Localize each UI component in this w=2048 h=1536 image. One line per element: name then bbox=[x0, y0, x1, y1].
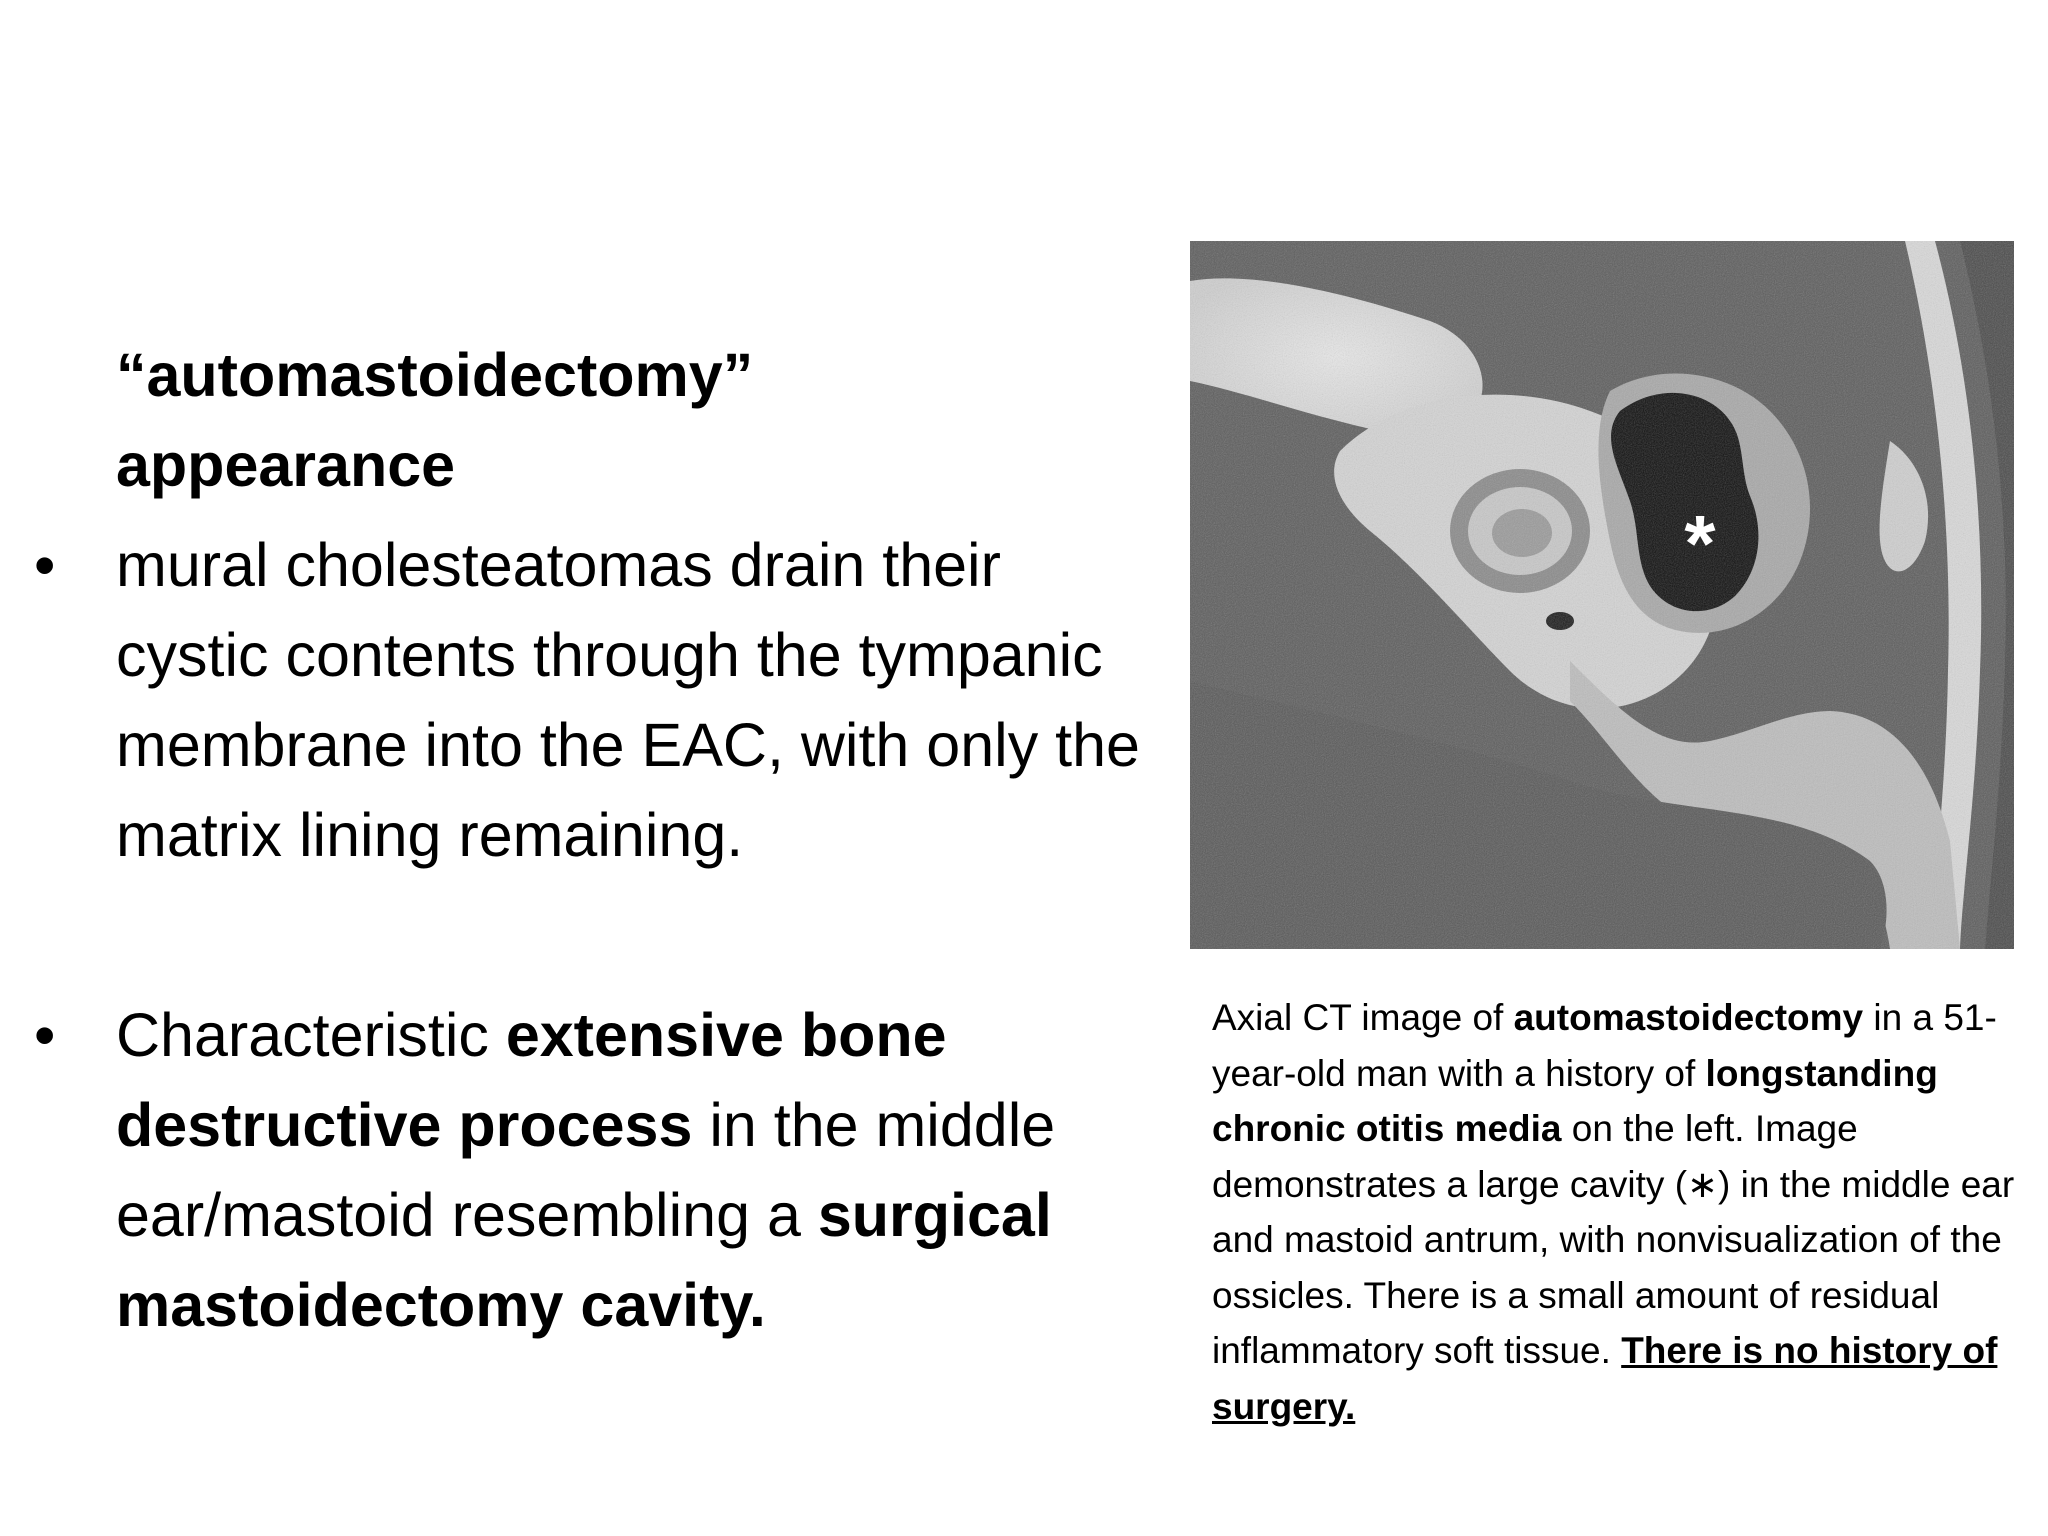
caption-part-1: Axial CT image of bbox=[1212, 997, 1514, 1038]
caption-part-3: in a 51-year-old man with a history of bbox=[1212, 997, 1997, 1094]
bullet-item-1 bbox=[34, 520, 1156, 880]
bullet-2-bold-phrase-1: extensive bone destructive process bbox=[116, 1001, 947, 1159]
heading-line-2: appearance bbox=[116, 431, 456, 499]
ct-scan-graphic bbox=[1190, 241, 2014, 949]
image-caption bbox=[1212, 990, 2022, 1434]
bullet-marker: • bbox=[34, 531, 56, 599]
caption-bold-automastoidectomy: automastoidectomy bbox=[1513, 997, 1864, 1038]
axial-ct-image bbox=[1190, 241, 2014, 949]
bullet-2-bold-phrase-2: surgical mastoidectomy cavity. bbox=[116, 1181, 1052, 1339]
cavity-marker-asterisk: * bbox=[1684, 499, 1716, 588]
bullet-marker: • bbox=[34, 1001, 56, 1069]
heading bbox=[116, 330, 1136, 510]
bullet-2-text-part1: Characteristic bbox=[116, 1001, 506, 1069]
bullet-item-2 bbox=[34, 990, 1156, 1350]
bullet-2-text-part3: in the middle ear/mastoid resembling a bbox=[116, 1091, 1056, 1249]
bullet-1-text: mural cholesteatomas drain their cystic contents through the tympanic membrane into the EAC, with only the matrix lining remaining. bbox=[116, 531, 1140, 869]
caption-bold-no-surgery: There is no history of surgery. bbox=[1212, 1330, 1998, 1427]
heading-line-1: “automastoidectomy” bbox=[116, 341, 754, 409]
caption-part-5: on the left. Image demonstrates a large cavity (∗) in the middle ear and mastoid antrum, with nonvisualization of the ossicles. There is a small amount of residual inflammatory soft tissue. bbox=[1212, 1108, 2015, 1371]
caption-bold-otitis-media: longstanding chronic otitis media bbox=[1212, 1052, 1938, 1149]
